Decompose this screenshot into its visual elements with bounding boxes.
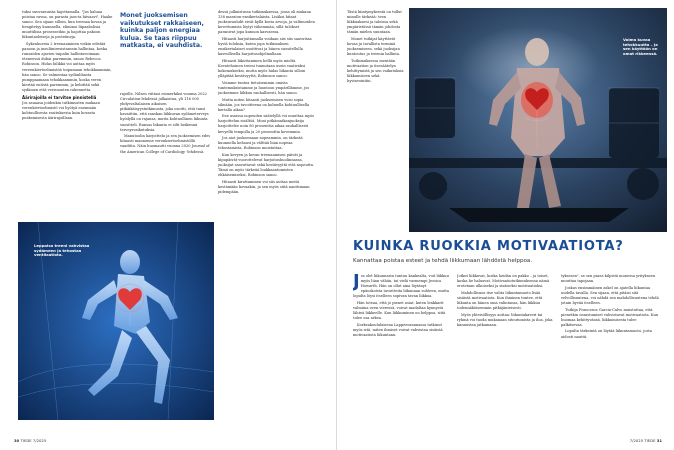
right-page (337, 0, 674, 450)
paragraph: Lopulta tärkeintä on löytää liikuntamuoto, josta aidosti nauttii. (561, 329, 653, 339)
left-image-caption: Leppoisa treeni vahvistaa sydämeen ja tehostaa ventilaatiota. (34, 243, 90, 258)
paragraph: Manutoolin harjoittelu ja sen juoksemisen edes hitaasti mannenne verenkiertoelimistöllä vaadittu. Näin huomautti vuonna 2020 Journal of the American College of Cardiology -lehdessä. (120, 134, 211, 154)
page-number: 31 (656, 438, 662, 443)
left-folio (14, 438, 46, 443)
paragraph: Hän toteaa, että jo pienet asiat, kuten lenkkarit valmiina oven vieressä, voivat madaltaa kynnystä lähteä liikkeelle. Kun liikkuminen on helppoa, siitä tulee osa arkea. (353, 300, 446, 321)
right-body-column-3 (561, 274, 659, 432)
paragraph: Kun kevyen ja kovan treenaamisen päivät ja kipupäivät vuorottelevat harjoitushuolinnassa, juoksijat saavuttavat sekä kestävyyttä että nopeutta. Tämä on myös tärkeää loukkaantumisten ehkäisemiseksi, Robinson sanoo. (218, 152, 314, 178)
paragraph: Hitaasti kiruttaminen voi siis auttaa meitä kestämään kovaakin, ja sen myös siitä nauttimaan pidempään. (218, 179, 310, 195)
left-page (0, 0, 336, 450)
paragraph: Joskus ensimmäinen askel on ajatella liikuntaa uudella tavalla. Sen sijaan, että pitäisi sitä velvollisuutena, voi nähdä sen mahdollisuutena tehdä jotain hyvää itselleen. (561, 285, 659, 305)
paragraph: Tutkija Francesca Garcia-Calvo muistuttaa, että pienetkin onnistumiset vahvistavat motivaatiota. Kun huomaa kehittyvänsä, liikkumisesta tulee palkitsevaa. (561, 307, 659, 327)
left-column-2 (120, 92, 212, 222)
paragraph: rajoille. Nilsen viittasi esimerkiksi vuonna 2022 Circulation-lehdessä julkaistua, yli 116 000 yhdysvaltalaisen aikuisen pitkäikäisyystutkimusta, joka osoitti, että tunsi havaittiin, että ranskan liikkuvan sydämeterveys hyödyllä on rajansa, mutta kohtuullinen liikunta suositteli. Runsas liikunta ei silti heikennä terveysvaikutuksia. (120, 92, 209, 132)
paragraph: Mahdollisuus itse valita liikuntamuoto lisää sisäistä motivaatiota. Kun ihminen tuntee, että liikunta on hänen oma valintansa, hän liikkuu todennäköisemmin pitkäjänteisesti. (457, 290, 543, 311)
paragraph: Monet tutkijat käyttävät kovaa ja tavallista terminä juoksemiseen, sekä juoksijan kuntoutus ja treenin hallinta. (347, 36, 401, 57)
pull-quote: Monet juoksemisen vaikutukset rakkaiseen, kuinka paljon energiaa kulua. Se taas riippuu matkasta, ei vauhdista. (120, 12, 204, 50)
paragraph: tyksesen", se sen paras kilpistä monessa yritykseen muuttaa tapojaan. (561, 274, 656, 284)
paragraph: Myös yhteisöllisyys auttaa: liikuntakaveri tai ryhmä voi tuoda mukanaan sitoutumista ja iloa, joka kannustaa jatkamaan. (457, 312, 553, 327)
paragraph: Hitaasti liikuttaminen hellii myös mieltä. Kovatehoinen treeni tunnutaan usein vaativaksi kokemukseksi, mutta myös hidas liikunta silloin ylläpitää kestävyyttä, Robinson sanoo. (218, 58, 306, 79)
paragraph: Sykeahuesta 2 treenaaminen voikin edistää panoon ja insuliiniresistanssin hallintaa, koska runsaiden ajavien taipalin hallintavoimaan eteneessä dubai paremmin, sanoo Rebecca Robinson. Hidas hilikkä voi auttaa myös vereenkiertoelimistöä toipumaan tehokkaammin, hän sanoo. Se valmentaa sydänlihasta pumppaamaan tehokkaammin, koska veren kiertää entistä paremmin, ja kehittää sekä sydämen että verisuonten rakennetta. (22, 42, 112, 92)
paragraph: Jos asuaasa joidenkin tutkimusten mukaan verenkiertoelimistö voi hyötyä enemmän kohtuullisesta rasituksesta kuin kovasta puskemisesta äärirajoillaan. (22, 101, 100, 121)
left-column-3 (218, 10, 316, 410)
paragraph: Jotkut liikkuvat, koska heidän on pakko – ja toiset, koska he haluavat. Motivaatiotutkimuksessa nämä erotetaan ulkoiseksi ja sisäiseksi motivaatioksi. (457, 274, 550, 289)
right-column-1 (347, 10, 405, 232)
article-headline: KUINKA RUOKKIA MOTIVAATIOTA? (353, 239, 624, 254)
right-body-column-2 (457, 274, 553, 432)
paragraph: Itse asiassa nopeuden säätelyllä voi muuttaa myös harjoittelun sisältöä. Moni pitkämatkanjuoksija harjoittelee noin 80 prosenttia aikaa rauhallisesti kevyellä tempolla ja 20 prosenttia kovemmin. (218, 114, 315, 134)
folio-label: TIEDE 7/2025 (20, 438, 47, 443)
paragraph: Korkeakoululaisena Lappeenrannassa tutkinut myös sitä, miten ihmiset voivat vahvistaa sisäistä motivaatiota liikuntaan. (353, 322, 443, 338)
drop-cap: J (353, 274, 360, 292)
right-folio (630, 438, 662, 443)
paragraph: Tästä kiintymyksestä on tullut minulle tärkeää: teen liikkuakseni ja taloissa sekä ympäristössä tämän johdosta tämän mielen suuntaan. (347, 10, 402, 35)
right-body-column-1 (353, 274, 449, 432)
section-heading: Äärirajoilla ei tarvitse pinnistellä (22, 95, 97, 100)
paragraph: dessä julkaistussa tutkimuksessa, jossa oli mukana 138 maraton-ensikertalaista. Lisäksi hitaat juoksuvauhdit eivät kyllä kovia arvoja, ja valtimoiden kovettumista löytyi vähemmän, sillä tulokset paranivat jopa kunnon kasvaessa. (218, 10, 315, 35)
paragraph: Mutta miten hitaasti juoksemisen voisi sopia silmään, jos tavoitteena on kolmella kohtuullisella kertalla aikaa? (218, 97, 310, 112)
paragraph: Voimme tuntea tietoisemmin omista tuntemuksistamme ja luontoon ympärillämme, jos juoksemme liikkuu rauhallisesti, hän sanoo. (218, 80, 310, 95)
right-image-caption: Voima kuvaa tehokkuutta – ja sen käyttöön on omat rikkeensä. (623, 37, 658, 56)
paragraph: Hitaasti harjoittamalla voidaan siis siis saavuttaa hyviä tuloksia, kuten jopa tutkimuksen ensikertalaiset osoittivat ja hänen suositellulla kasvullisella harjoitusohjelmallaan. (218, 36, 312, 57)
left-column-1 (22, 10, 114, 220)
paragraph: os olet liikunnasta tuntuu kankealta, voit liikkuu myös liian vähän, tai vielä varmempi Jessica Howarth. Hän on ollut aina löytänyt epäuskoista tavoitteita liikunnan suhteen, mutta lopulta löysi itselleen sopivan tavan liikkua. (353, 274, 449, 299)
paragraph: tuksi suuvarauista hajottamalla. "Jos haluaa poistaa ravua, on parasta jaos-ta hiivaavi", Haake sanoo. Sen sijaan silloin, kun treenaa kovaa ja hengitetyy kuunnella, eliminoi liipaabolisia muuttilisia prosesseihin ja hajottaa pakoon liikuntaoleiseja ja proteiineja. (22, 10, 113, 40)
paragraph: Tutkimuksessa mentään motivaation ja itsesäätelyn kehittymistä ja sen vaikutuksia liikkumiseen sekä hyvinvointiin. (347, 58, 404, 84)
page-number: 30 (14, 438, 20, 443)
article-subheading: Kannattaa poistaa esteet ja tehdä liikkumaan lähdöstä helppoa. (353, 258, 533, 264)
paragraph: Jos aiot juoksemaan nopeammin, on tärkeää kuunnella kehoasi ja välttää liian nopeaa tehostamista, Robinson muistuttaa. (218, 136, 303, 151)
folio-label: 7/2025 TIEDE (629, 438, 656, 443)
